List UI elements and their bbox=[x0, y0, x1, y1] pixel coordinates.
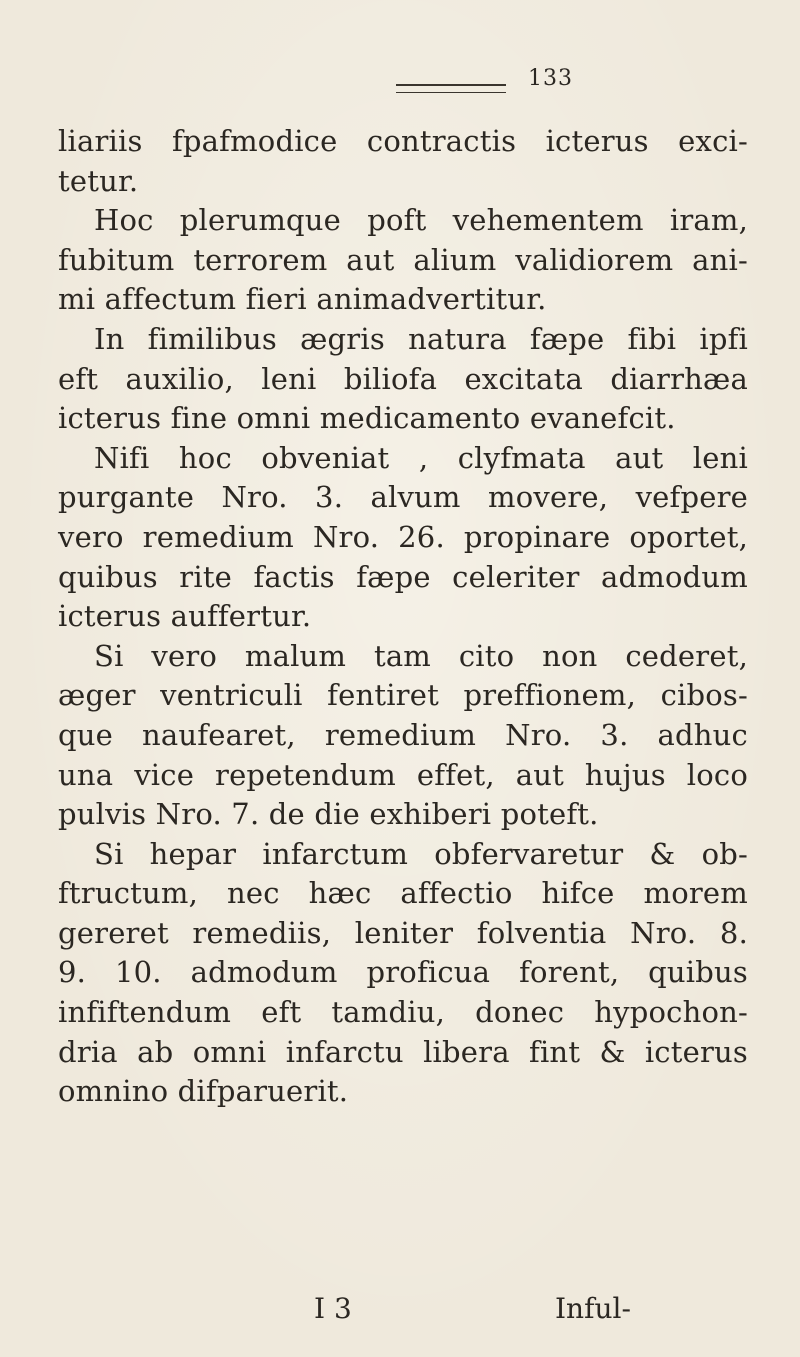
header-rule bbox=[396, 84, 506, 93]
text-line: una vice repetendum effet, aut hujus loco bbox=[58, 757, 748, 792]
text-line: quibus rite factis fæpe celeriter admodum bbox=[58, 559, 748, 594]
text-line: Nifi hoc obveniat , clyfmata aut leni bbox=[94, 440, 748, 475]
text-line: fubitum terrorem aut alium validiorem ani- bbox=[58, 242, 748, 277]
text-line: que naufearet, remedium Nro. 3. adhuc bbox=[58, 717, 748, 752]
text-line: infiftendum eft tamdiu, donec hypochon- bbox=[58, 995, 748, 1030]
signature-mark: I 3 bbox=[314, 1292, 352, 1325]
body-text bbox=[58, 122, 748, 1112]
text-line: In fimilibus ægris natura fæpe fibi ipfi bbox=[94, 321, 748, 356]
text-line: eft auxilio, leni biliofa excitata diarrhæa bbox=[58, 361, 748, 396]
text-line: vero remedium Nro. 26. propinare oportet, bbox=[58, 519, 748, 554]
text-line: Hoc plerumque poft vehementem iram, bbox=[94, 203, 748, 238]
text-line: omnino difparuerit. bbox=[58, 1074, 349, 1109]
text-line: tetur. bbox=[58, 163, 139, 198]
text-line: icterus fine omni medicamento evanefcit. bbox=[58, 401, 676, 436]
text-line: icterus auffertur. bbox=[58, 599, 312, 634]
page-number: 133 bbox=[528, 66, 573, 91]
text-line: Si hepar infarctum obfervaretur & ob- bbox=[94, 836, 748, 871]
text-line: ftructum, nec hæc affectio hifce morem bbox=[58, 876, 748, 911]
text-line: dria ab omni infarctu libera fint & icterus bbox=[58, 1034, 748, 1069]
text-line: liariis fpafmodice contractis icterus exci- bbox=[58, 124, 748, 158]
text-line: gereret remediis, leniter folventia Nro. 8. bbox=[58, 915, 748, 950]
text-line: purgante Nro. 3. alvum movere, vefpere bbox=[58, 480, 748, 515]
text-line: æger ventriculi fentiret preffionem, cibos- bbox=[58, 678, 748, 713]
text-line: 9. 10. admodum proficua forent, quibus bbox=[58, 955, 748, 990]
text-line: pulvis Nro. 7. de die exhiberi poteft. bbox=[58, 797, 599, 832]
text-line: Si vero malum tam cito non cederet, bbox=[94, 638, 748, 673]
text-line: mi affectum fieri animadvertitur. bbox=[58, 282, 547, 317]
catchword: Inful- bbox=[555, 1292, 631, 1325]
